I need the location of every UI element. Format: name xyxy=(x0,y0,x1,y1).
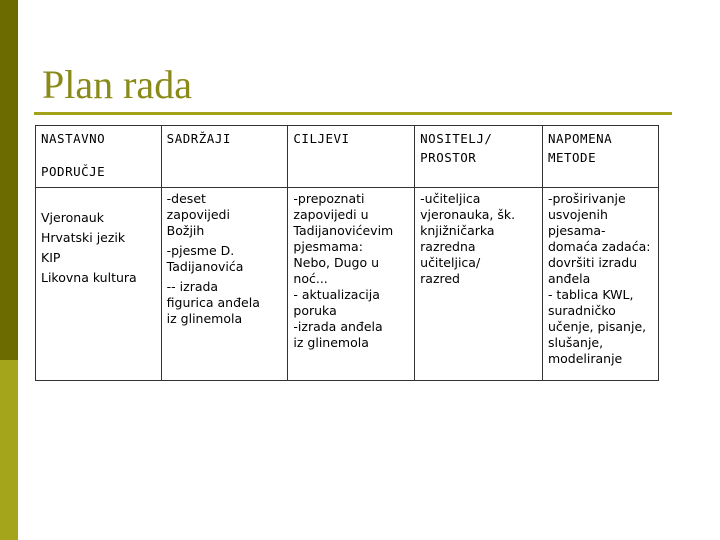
cell-nositelj-prostor xyxy=(415,188,543,381)
cell-napomena-metode xyxy=(542,188,658,381)
title-rule xyxy=(34,112,672,115)
cell-sadrzaji xyxy=(161,188,288,381)
cell-line: Likovna kultura xyxy=(41,270,137,285)
header-text: CILJEVI xyxy=(293,131,350,146)
cell-line: suradničko xyxy=(547,303,616,318)
cell-line: -deset xyxy=(166,191,206,206)
cell-line: učiteljica/ xyxy=(420,255,481,270)
cell-line: poruka xyxy=(293,303,337,318)
cell-line: razred xyxy=(420,271,460,286)
header-text: SADRŽAJI xyxy=(166,131,231,146)
header-cell-napomena-metode xyxy=(542,126,658,188)
plan-table xyxy=(35,125,659,381)
cell-line: -pjesme D. xyxy=(166,243,235,258)
cell-line: zapovijedi u xyxy=(293,207,369,222)
cell-line: pjesmama: xyxy=(293,239,363,254)
cell-line: dovršiti izradu xyxy=(547,255,638,270)
cell-line: iz glinemola xyxy=(166,311,243,326)
cell-line: iz glinemola xyxy=(293,335,369,350)
header-cell-nositelj-prostor xyxy=(415,126,543,188)
cell-line: -izrada anđela xyxy=(293,319,383,334)
cell-line: KIP xyxy=(41,250,61,265)
header-cell-nastavno-podrucje xyxy=(36,126,162,188)
header-text: METODE xyxy=(547,150,597,165)
table-header-row xyxy=(36,126,659,188)
cell-line: učenje, pisanje, xyxy=(547,319,647,334)
cell-line: zapovijedi xyxy=(166,207,230,222)
cell-ciljevi xyxy=(288,188,415,381)
decorative-bar-top xyxy=(0,0,18,360)
cell-line: domaća zadaća: xyxy=(547,239,651,254)
cell-line: Božjih xyxy=(166,223,205,238)
cell-line: pjesama- xyxy=(547,223,606,238)
cell-line: Nebo, Dugo u xyxy=(293,255,380,270)
header-text: PODRUČJE xyxy=(41,164,106,179)
cell-line: -proširivanje xyxy=(547,191,626,206)
cell-line: Tadijanovićevim xyxy=(293,223,394,238)
decorative-bar-bottom xyxy=(0,360,18,540)
cell-line: knjižničarka xyxy=(420,223,495,238)
cell-line: - tablica KWL, xyxy=(547,287,634,302)
cell-line: -učiteljica xyxy=(420,191,481,206)
cell-line: - aktualizacija xyxy=(293,287,380,302)
cell-line: razredna xyxy=(420,239,476,254)
cell-line: Tadijanovića xyxy=(166,259,244,274)
cell-line: -prepoznati xyxy=(293,191,365,206)
cell-line: -- izrada xyxy=(166,279,219,294)
cell-line: vjeronauka, šk. xyxy=(420,207,516,222)
header-text: NASTAVNO xyxy=(41,131,106,146)
header-cell-ciljevi xyxy=(288,126,415,188)
cell-line: usvojenih xyxy=(547,207,608,222)
header-text: PROSTOR xyxy=(420,150,477,165)
cell-line: slušanje, xyxy=(547,335,604,350)
header-text: NOSITELJ/ xyxy=(420,131,493,146)
table-row xyxy=(36,188,659,381)
cell-line: anđela xyxy=(547,271,591,286)
cell-line: Hrvatski jezik xyxy=(41,230,126,245)
cell-line: figurica anđela xyxy=(166,295,260,310)
cell-line: noć... xyxy=(293,271,328,286)
cell-nastavno-podrucje xyxy=(36,188,162,381)
header-cell-sadrzaji xyxy=(161,126,288,188)
header-text: NAPOMENA xyxy=(547,131,613,146)
cell-line: modeliranje xyxy=(547,351,623,366)
page-title: Plan rada xyxy=(42,62,192,107)
cell-line: Vjeronauk xyxy=(41,210,104,225)
